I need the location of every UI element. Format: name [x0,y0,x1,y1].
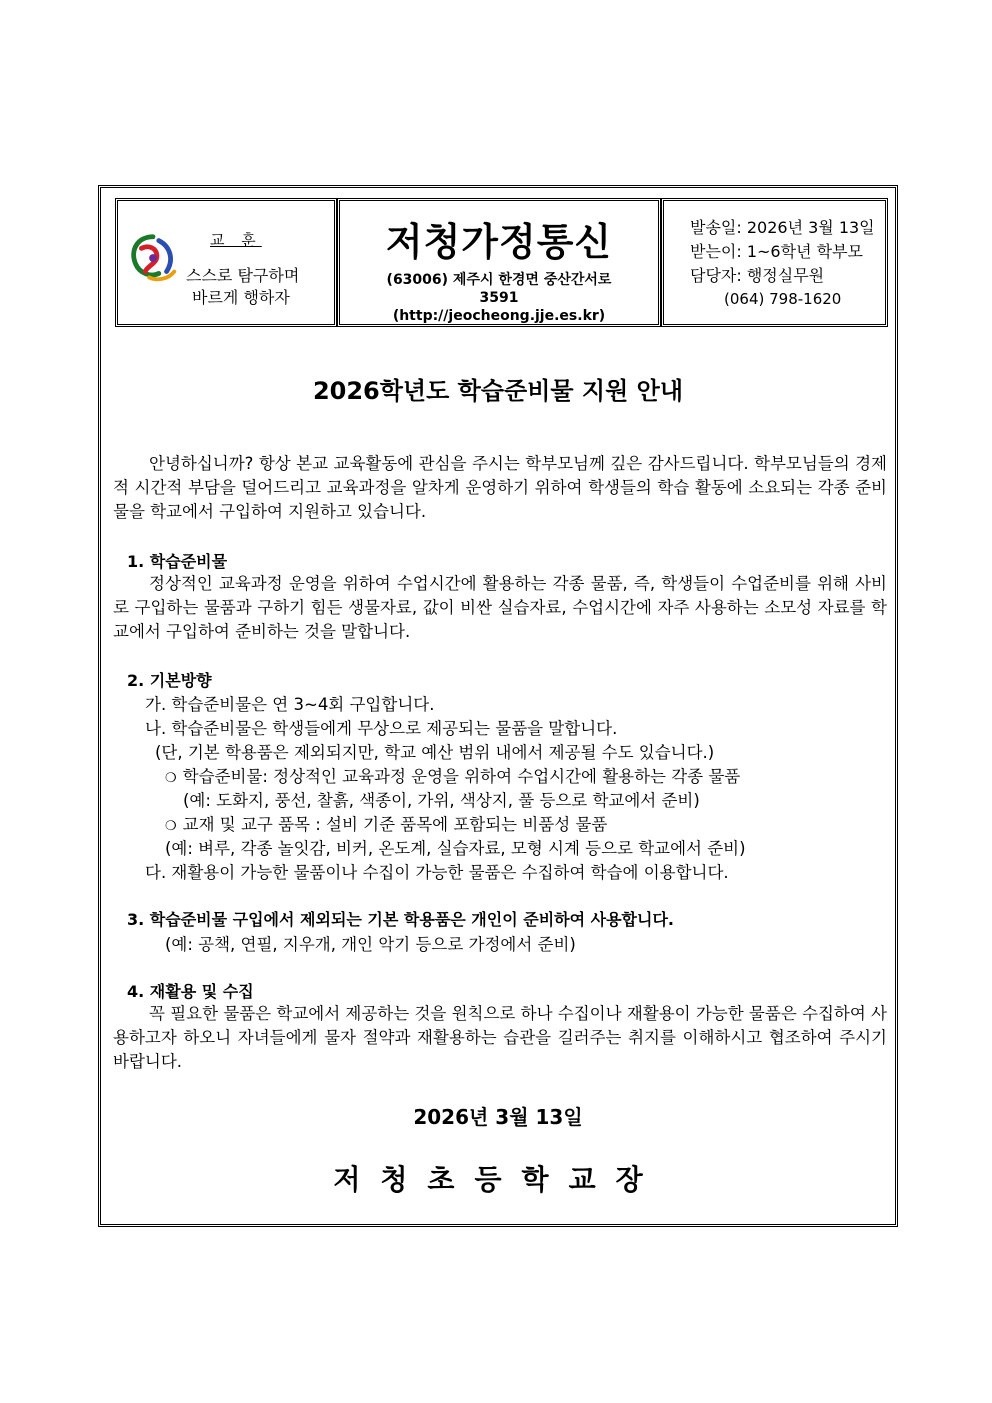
bullet-2-text: 교재 및 교구 품목 : 설비 기준 품목에 포함되는 비품성 물품 [182,815,608,834]
section-2-bullet-1 [165,763,740,787]
header-row [115,198,888,327]
section-1-title: 1. 학습준비물 [127,552,228,571]
principal-signature: 저청초등학교장 [333,1163,663,1196]
address-line-1: (63006) 제주시 한경면 중산간서로 [386,272,612,288]
section-2-item-a: 가. 학습준비물은 연 3~4회 구입합니다. [145,695,435,714]
section-2-title: 2. 기본방향 [127,671,212,690]
section-3-example: (예: 공책, 연필, 지우개, 개인 악기 등으로 가정에서 준비) [165,935,576,954]
motto-line-1: 스스로 탐구하며 [186,266,300,285]
section-2-item-b-note: (단, 기본 학용품은 제외되지만, 학교 예산 범위 내에서 제공될 수도 있습니다.) [155,743,715,762]
section-3-title: 3. 학습준비물 구입에서 제외되는 기본 학용품은 개인이 준비하여 사용합니다. [127,910,674,929]
sent-date: 발송일: 2026년 3월 13일 [690,218,875,237]
address-line-2: 3591 [479,290,519,306]
contact-phone: (064) 798-1620 [724,290,842,308]
school-address [340,271,658,325]
section-2-item-b: 나. 학습준비물은 학생들에게 무상으로 제공되는 물품을 말합니다. [145,719,618,738]
newsletter-frame [98,185,898,1227]
title-box [337,198,661,327]
hollow-circle-bullet-icon: ❍ [165,819,177,834]
hollow-circle-bullet-icon: ❍ [165,771,177,786]
motto-line-2: 바르게 행하자 [192,288,290,307]
section-2-bullet-2 [165,811,607,835]
document-title: 2026학년도 학습준비물 지원 안내 [312,377,684,405]
bullet-1-text: 학습준비물: 정상적인 교육과정 운영을 위하여 수업시간에 활용하는 각종 물품 [182,767,741,786]
section-4-title: 4. 재활용 및 수집 [127,982,254,1001]
school-url: (http://jeocheong.jje.es.kr) [392,308,606,324]
recipient: 받는이: 1~6학년 학부모 [690,242,863,261]
send-info-box [661,198,888,327]
motto-box [115,198,337,327]
section-4-body: 꼭 필요한 물품은 학교에서 제공하는 것을 원칙으로 하나 수집이나 재활용이 가능한 물품은 수집하여 사용하고자 하오니 자녀들에게 물자 절약과 재활용하는 습관을 길러주는 취지를 이해하시고 협조하여 주시기 바랍니다. [113,1004,887,1071]
newsletter-title: 저청가정통신 [385,220,613,264]
contact-person: 담당자: 행정실무원 [690,266,825,285]
section-2-bullet-1-example: (예: 도화지, 풍선, 찰흙, 색종이, 가위, 색상지, 풀 등으로 학교에서 준비) [183,791,700,810]
section-1-body: 정상적인 교육과정 운영을 위하여 수업시간에 활용하는 각종 물품, 즉, 학생들이 수업준비를 위해 사비로 구입하는 물품과 구하기 힘든 생물자료, 값이 비싼 실습자료, 수업시간에 자주 사용하는 소모성 자료를 학교에서 구입하여 준비하는 것을 말합니다. [113,574,887,641]
motto-heading: 교 훈 [210,231,262,249]
section-2-item-c: 다. 재활용이 가능한 물품이나 수집이 가능한 물품은 수집하여 학습에 이용합니다. [145,863,729,882]
intro-paragraph: 안녕하십니까? 항상 본교 교육활동에 관심을 주시는 학부모님께 깊은 감사드립니다. 학부모님들의 경제적 시간적 부담을 덜어드리고 교육과정을 알차게 운영하기 위하여 학생들의 학습 활동에 소요되는 각종 준비물을 학교에서 구입하여 지원하고 있습니다. [113,454,887,521]
school-emblem-icon [124,229,182,287]
issue-date: 2026년 3월 13일 [413,1105,583,1129]
section-2-bullet-2-example: (예: 벼루, 각종 놀잇감, 비커, 온도계, 실습자료, 모형 시계 등으로 학교에서 준비) [165,839,746,858]
